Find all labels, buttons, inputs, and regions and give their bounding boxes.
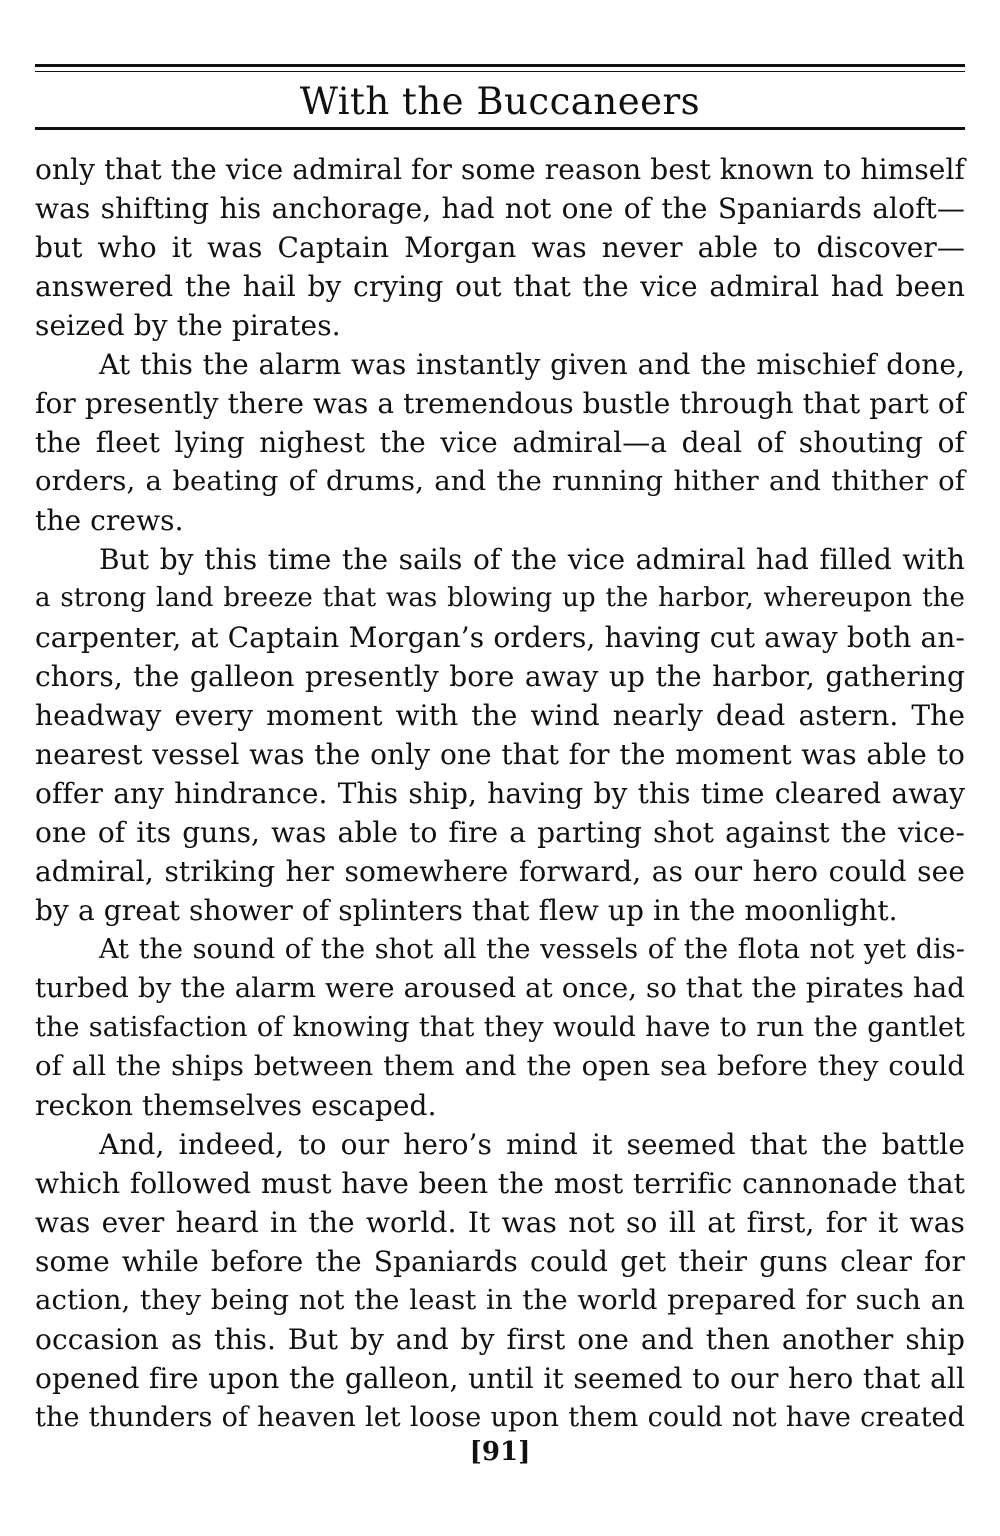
- text-line: headway every moment with the wind nearly dead astern. The: [35, 699, 965, 732]
- page-number: [91]: [469, 1437, 531, 1467]
- text-line: was ever heard in the world. It was not so ill at first, for it was: [35, 1206, 965, 1239]
- text-line: carpenter, at Captain Morgan’s orders, having cut away both an-: [35, 621, 965, 654]
- body-text: [35, 150, 965, 1437]
- text-line: turbed by the alarm were aroused at once, so that the pirates had: [35, 972, 965, 1004]
- text-line: At this the alarm was instantly given and the mischief done,: [99, 348, 965, 381]
- text-line: the satisfaction of knowing that they would have to run the gantlet: [35, 1012, 965, 1043]
- text-line: reckon themselves escaped.: [35, 1089, 437, 1122]
- text-line: At the sound of the shot all the vessels of the flota not yet dis-: [99, 934, 965, 965]
- text-line: only that the vice admiral for some reason best known to himself: [35, 153, 965, 186]
- top-double-rule-thin: [35, 71, 965, 72]
- top-double-rule-thick: [35, 64, 965, 67]
- text-line: orders, a beating of drums, and the running hither and thither of: [35, 465, 965, 497]
- text-line: one of its guns, was able to fire a parting shot against the vice-: [35, 816, 965, 849]
- text-line: the thunders of heaven let loose upon them could not have created: [35, 1402, 965, 1433]
- header-rule: [35, 127, 965, 130]
- text-line: nearest vessel was the only one that for the moment was able to: [35, 738, 965, 771]
- text-line: of all the ships between them and the open sea before they could: [35, 1050, 965, 1082]
- text-line: chors, the galleon presently bore away up the harbor, gathering: [35, 660, 965, 693]
- text-line: but who it was Captain Morgan was never able to discover—: [35, 231, 965, 264]
- text-line: the fleet lying nighest the vice admiral—a deal of shouting of: [35, 426, 965, 459]
- text-line: for presently there was a tremendous bustle through that part of: [35, 387, 966, 420]
- text-line: the crews.: [35, 504, 184, 537]
- text-line: by a great shower of splinters that flew up in the moonlight.: [35, 894, 898, 927]
- text-line: answered the hail by crying out that the vice admiral had been: [35, 270, 965, 303]
- running-head-title: With the Buccaneers: [299, 80, 701, 123]
- text-line: occasion as this. But by and by first one and then another ship: [35, 1323, 965, 1356]
- text-line: some while before the Spaniards could get their guns clear for: [35, 1245, 965, 1278]
- text-line: a strong land breeze that was blowing up the harbor, whereupon the: [35, 583, 965, 613]
- text-line: opened fire upon the galleon, until it seemed to our hero that all: [35, 1362, 965, 1395]
- text-line: And, indeed, to our hero’s mind it seemed that the battle: [99, 1128, 965, 1161]
- text-line: action, they being not the least in the world prepared for such an: [35, 1284, 965, 1316]
- text-line: admiral, striking her somewhere forward, as our hero could see: [35, 855, 965, 888]
- text-line: offer any hindrance. This ship, having by this time cleared away: [35, 777, 965, 810]
- text-line: was shifting his anchorage, had not one of the Spaniards aloft—: [35, 192, 965, 225]
- text-line: seized by the pirates.: [35, 309, 341, 342]
- text-line: which followed must have been the most terrific cannonade that: [35, 1167, 965, 1200]
- text-line: But by this time the sails of the vice admiral had filled with: [99, 543, 965, 576]
